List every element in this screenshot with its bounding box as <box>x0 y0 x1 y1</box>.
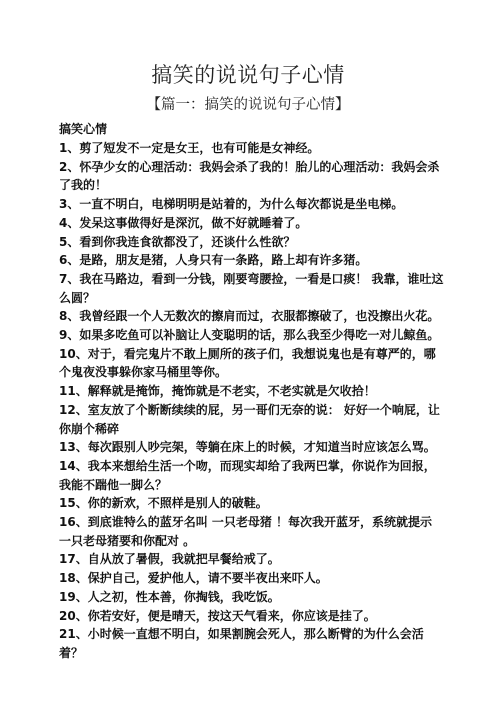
list-item: 8、我曾经跟一个人无数次的擦肩而过，衣服都擦破了，也没擦出火花。 <box>59 309 440 324</box>
list-item: 2、怀孕少女的心理活动：我妈会杀了我的！胎儿的心理活动：我妈会杀了我的！ <box>59 159 440 193</box>
list-item: 9、如果多吃鱼可以补脑让人变聪明的话，那么我至少得吃一对儿鲸鱼。 <box>59 328 440 343</box>
list-item: 7、我在马路边，看到一分钱，刚要弯腰捡，一看是口痰！ 我靠，谁吐这么圆？ <box>59 271 444 305</box>
section-heading: 搞笑心情 <box>59 122 108 136</box>
list-item: 3、一直不明白，电梯明明是站着的，为什么每次都说是坐电梯。 <box>59 197 404 212</box>
document-subtitle: 【篇一：搞笑的说说句子心情】 <box>146 97 350 113</box>
list-item: 4、发呆这事做得好是深沉，做不好就睡着了。 <box>59 215 308 230</box>
list-item: 18、保护自己，爱护他人，请不要半夜出来吓人。 <box>59 571 328 586</box>
list-item: 20、你若安好，便是晴天，按这天气看来，你应该是挂了。 <box>59 608 376 623</box>
list-item: 6、是路，朋友是猪，人身只有一条路，路上却有许多猪。 <box>59 253 368 268</box>
list-item: 10、对于，看完鬼片不敢上厕所的孩子们，我想说鬼也是有尊严的，哪个鬼夜没事躲你家马桶里等你。 <box>59 346 436 380</box>
list-item: 21、小时候一直想不明白，如果割腕会死人，那么断臂的为什么会活着？ <box>59 627 424 660</box>
list-item: 19、人之初，性本善，你掏钱，我吃饭。 <box>59 589 280 604</box>
document-body <box>59 120 447 663</box>
list-item: 5、看到你我连食欲都没了，还谈什么性欲？ <box>59 234 296 249</box>
list-item: 13、每次跟别人吵完架，等躺在床上的时候，才知道当时应该怎么骂。 <box>59 440 436 455</box>
document-title: 搞笑的说说句子心情 <box>151 63 345 87</box>
list-item: 1、剪了短发不一定是女王，也有可能是女神经。 <box>59 141 320 155</box>
list-item: 15、你的新欢，不照样是别人的破鞋。 <box>59 496 268 511</box>
list-item: 17、自从放了暑假，我就把早餐给戒了。 <box>59 552 280 567</box>
list-item: 12、室友放了个断断续续的屁，另一哥们无奈的说： 好好一个响屁，让你崩个稀碎 <box>59 402 440 436</box>
list-item: 14、我本来想给生活一个吻，而现实却给了我两巴掌，你说作为回报，我能不踹他一脚么？ <box>59 458 436 492</box>
list-item: 16、到底谁特么的蓝牙名叫 一只老母猪 ！每次我开蓝牙，系统就提示 一只老母猪要和你配对 。 <box>59 515 433 548</box>
list-item: 11、解释就是掩饰，掩饰就是不老实，不老实就是欠收拾！ <box>59 384 376 399</box>
